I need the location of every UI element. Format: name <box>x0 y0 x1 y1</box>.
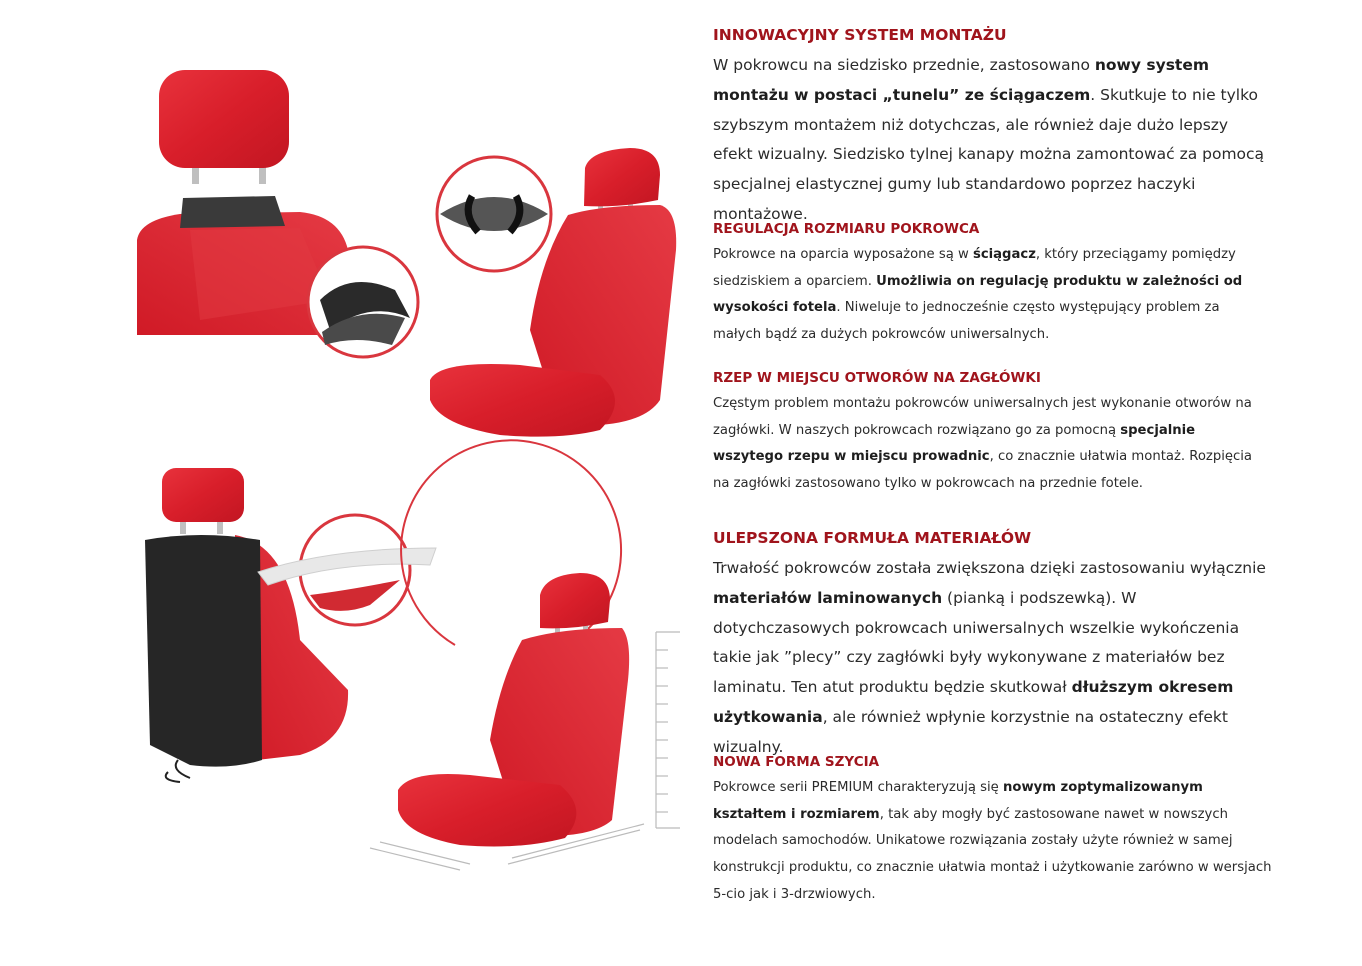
section-body: Trwałość pokrowców została zwiększona dzięki zastosowaniu wyłącznie materiałów laminowanych (pianką i podszewką). W dotychczasowych pokrowcach uniwersalnych wszelkie wykończenia takie jak ”plecy” czy zagłówki były wykonywane z materiałów bez laminatu. Ten atut produktu będzie skutkował dłuższym okresem użytkowania, ale również wpłynie korzystnie na ostateczny efekt wizualny. <box>713 559 1266 756</box>
section-heading: RZEP W MIEJSCU OTWORÓW NA ZAGŁÓWKI <box>713 370 1041 386</box>
section-heading: REGULACJA ROZMIARU POKROWCA <box>713 221 980 237</box>
section-body: Pokrowce serii PREMIUM charakteryzują się nowym zoptymalizowanym kształtem i rozmiarem, tak aby mogły być zastosowane nawet w nowszych modelach samochodów. Unikatowe rozwiązania zostały użyte również w samej konstrukcji produktu, co znacznie ułatwia montaż i użytkowanie zarówno w wersjach 5-cio jak i 3-drzwiowych. <box>713 780 1272 902</box>
section-body: Pokrowce na oparcia wyposażone są w ściągacz, który przeciągamy pomiędzy siedziskiem a oparciem. Umożliwia on regulację produktu w zależności od wysokości fotela. Niweluje to jednocześnie często występujący problem za małych bądź za dużych pokrowców uniwersalnych. <box>713 247 1243 343</box>
section-heading: INNOWACYJNY SYSTEM MONTAŻU <box>713 26 1007 44</box>
section-body: Częstym problem montażu pokrowców uniwersalnych jest wykonanie otworów na zagłówki. W naszych pokrowcach rozwiązano go za pomocną specjalnie wszytego rzepu w miejscu prowadnic, co znacznie ułatwia montaż. Rozpięcia na zagłówki zastosowano tylko w pokrowcach na przednie fotele. <box>713 396 1252 492</box>
velcro-detail-circle <box>308 247 418 357</box>
section-material-formula <box>713 528 1353 763</box>
elastic-detail-circle <box>437 157 551 271</box>
seat-back-illustration <box>145 468 348 782</box>
section-velcro <box>713 369 1353 498</box>
section-heading: ULEPSZONA FORMUŁA MATERIAŁÓW <box>713 529 1032 547</box>
section-heading: NOWA FORMA SZYCIA <box>713 754 880 770</box>
front-seat-illustration <box>430 148 676 437</box>
section-size-adjustment <box>713 220 1353 349</box>
measured-seat-illustration <box>370 440 680 870</box>
section-body: W pokrowcu na siedzisko przednie, zastosowano nowy system montażu w postaci „tunelu” ze ściągaczem. Skutkuje to nie tylko szybszym montażem niż dotychczas, ale również daje dużo lepszy efekt wizualny. Siedzisko tylnej kanapy można zamontować za pomocą specjalnej elastycznej gumy lub standardowo poprzez haczyki montażowe. <box>713 56 1265 223</box>
section-mounting-system <box>713 25 1353 230</box>
section-sewing-form <box>713 753 1353 909</box>
